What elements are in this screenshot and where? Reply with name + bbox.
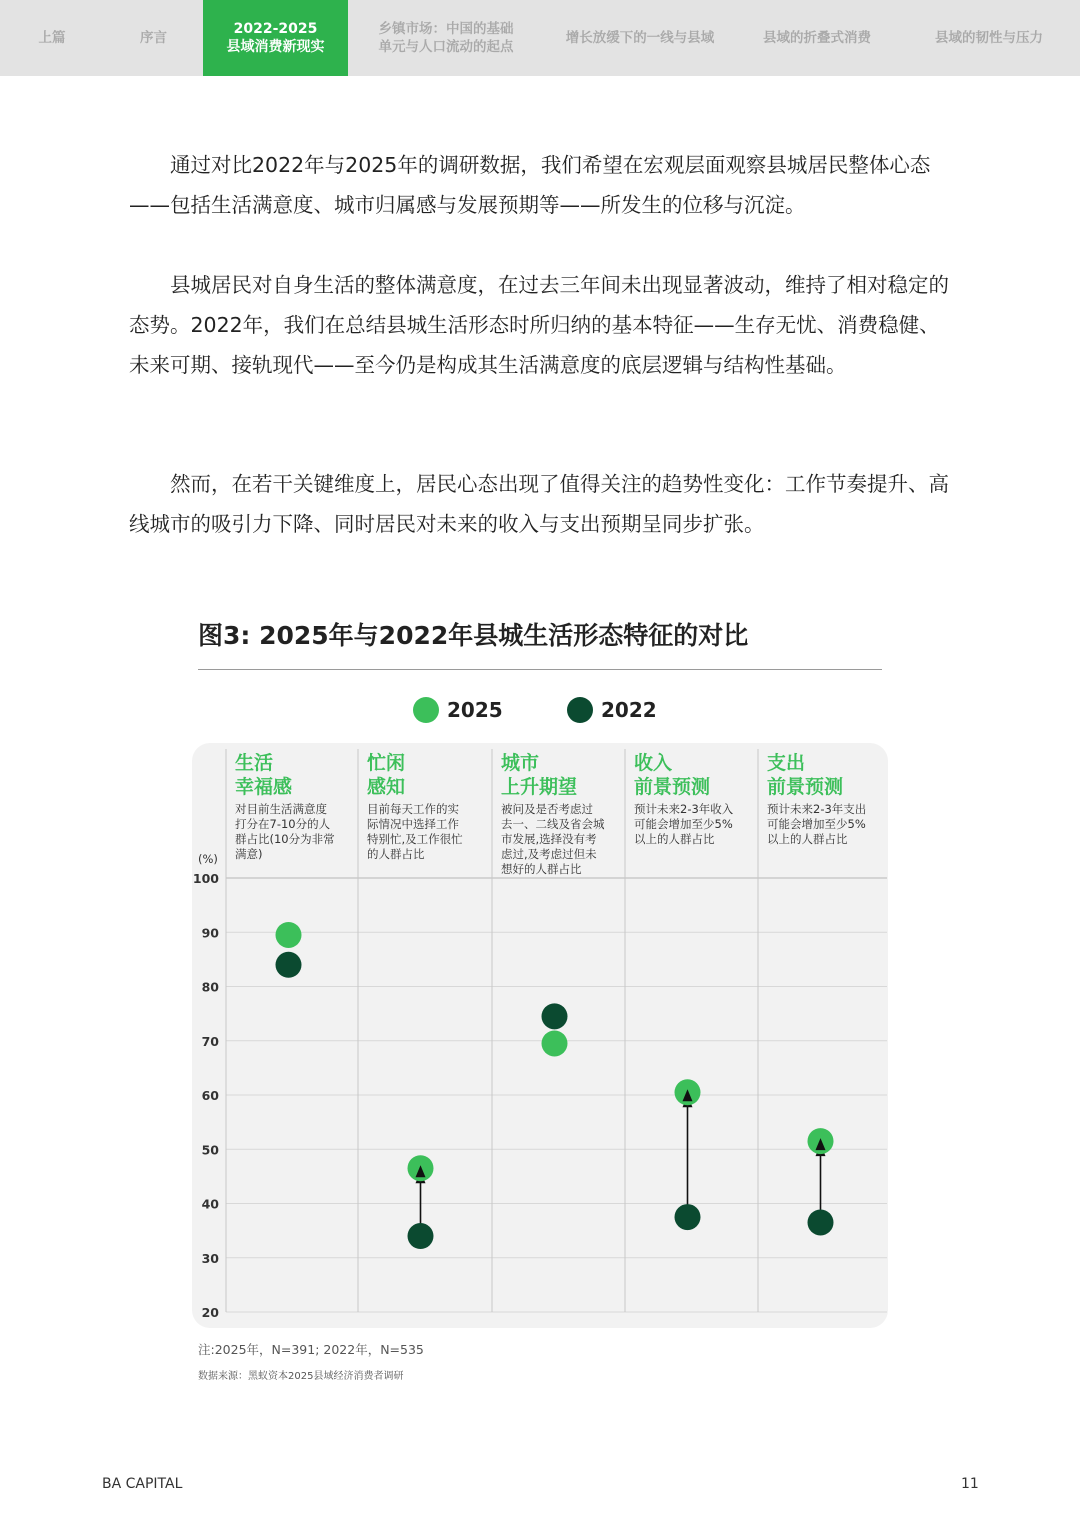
category-title-3-line-1: 前景预测 [634, 776, 711, 798]
page-number: 11 [961, 1476, 979, 1492]
legend-label-2022: 2022 [601, 698, 657, 722]
category-title-4-line-0: 支出 [767, 752, 806, 774]
figure-title: 图3: 2025年与2022年县城生活形态特征的对比 [198, 621, 749, 650]
category-desc-2-line-0: 被问及是否考虑过 [501, 802, 593, 816]
legend-marker-2025 [413, 697, 439, 723]
figure-source: 数据来源：黑蚁资本2025县域经济消费者调研 [198, 1371, 404, 1382]
y-tick-label-50: 50 [201, 1142, 219, 1158]
category-desc-3-line-2: 以上的人群占比 [634, 832, 715, 846]
paragraph-satisfaction: 县城居民对自身生活的整体满意度，在过去三年间未出现显著波动，维持了相对稳定的态势。2022年，我们在总结县城生活形态时所归纳的基本特征——生存无忧、消费稳健、未来可期、接轨现代——至今仍是构成其生活满意度的底层逻辑与结构性基础。 [129, 273, 949, 377]
paragraph-intro: 通过对比2022年与2025年的调研数据，我们希望在宏观层面观察县城居民整体心态——包括生活满意度、城市归属感与发展预期等——所发生的位移与沉淀。 [129, 153, 931, 217]
legend-item-2022 [567, 697, 657, 723]
category-desc-1-line-1: 际情况中选择工作 [367, 817, 459, 831]
tab-preface[interactable]: 序言 [140, 30, 167, 46]
y-tick-label-80: 80 [201, 979, 219, 995]
category-desc-2-line-3: 虑过,及考虑过但未 [501, 847, 597, 861]
footer-brand: BA CAPITAL [102, 1476, 183, 1492]
category-desc-2-line-4: 想好的人群占比 [501, 862, 582, 876]
dot-2022-0 [276, 952, 302, 978]
dot-2025-2 [542, 1030, 568, 1056]
paragraph-trends: 然而，在若干关键维度上，居民心态出现了值得关注的趋势性变化：工作节奏提升、高线城市的吸引力下降、同时居民对未来的收入与支出预期呈同步扩张。 [129, 472, 949, 536]
category-desc-4-line-0: 预计未来2-3年支出 [767, 802, 867, 816]
tab-label-line1: 乡镇市场：中国的基础 [378, 21, 514, 37]
tab-resilience-and-pressure[interactable]: 县域的韧性与压力 [935, 30, 1043, 46]
category-desc-3-line-1: 可能会增加至少5% [634, 817, 733, 831]
category-title-0-line-0: 生活 [235, 752, 274, 774]
category-title-2-line-0: 城市 [501, 752, 540, 774]
category-title-4-line-1: 前景预测 [767, 776, 844, 798]
category-title-3-line-0: 收入 [634, 752, 673, 774]
legend-label-2025: 2025 [447, 698, 503, 722]
category-desc-1-line-0: 目前每天工作的实 [367, 802, 459, 816]
category-desc-3-line-0: 预计未来2-3年收入 [634, 802, 734, 816]
category-desc-4-line-2: 以上的人群占比 [767, 832, 848, 846]
category-title-1-line-1: 感知 [367, 776, 406, 798]
category-desc-2-line-1: 去一、二线及省会城 [501, 817, 605, 831]
category-title-0-line-1: 幸福感 [235, 776, 293, 798]
tab-label-line2: 县域消费新现实 [226, 39, 325, 55]
figure-note: 注:2025年，N=391; 2022年，N=535 [198, 1342, 424, 1357]
dot-2025-0 [276, 922, 302, 948]
category-desc-1-line-2: 特别忙,及工作很忙 [367, 832, 463, 846]
category-desc-2-line-2: 市发展,选择没有考 [501, 832, 597, 846]
category-desc-1-line-3: 的人群占比 [367, 847, 425, 861]
tab-county-consumption-reality[interactable] [203, 0, 348, 76]
y-tick-label-70: 70 [201, 1033, 219, 1049]
tab-tier-one-and-county[interactable]: 增长放缓下的一线与县域 [565, 30, 715, 46]
tab-label-line2: 单元与人口流动的起点 [378, 39, 514, 55]
legend-item-2025 [413, 697, 503, 723]
category-title-2-line-1: 上升期望 [501, 776, 578, 798]
top-nav [0, 0, 1080, 76]
y-axis-label: (%) [198, 852, 218, 866]
y-tick-label-100: 100 [192, 871, 219, 886]
tab-folded-consumption[interactable]: 县域的折叠式消费 [763, 30, 871, 46]
dot-2022-2 [542, 1003, 568, 1029]
title-divider [198, 669, 882, 670]
dot-2022-3 [675, 1204, 701, 1230]
tab-township-market[interactable] [348, 0, 544, 76]
category-desc-0-line-2: 群占比(10分为非常 [235, 832, 335, 846]
dot-2022-1 [408, 1223, 434, 1249]
category-desc-0-line-3: 满意) [235, 847, 263, 861]
category-desc-0-line-0: 对目前生活满意度 [235, 802, 327, 816]
tab-part-one[interactable]: 上篇 [38, 30, 66, 46]
y-tick-label-40: 40 [201, 1196, 219, 1212]
category-desc-4-line-1: 可能会增加至少5% [767, 817, 866, 831]
dot-plot-chart [190, 743, 890, 1333]
legend-marker-2022 [567, 697, 593, 723]
y-tick-label-60: 60 [201, 1088, 219, 1103]
category-desc-0-line-1: 打分在7-10分的人 [235, 817, 331, 831]
y-tick-label-30: 30 [201, 1250, 219, 1266]
y-tick-label-20: 20 [201, 1305, 219, 1320]
tab-label-line1: 2022-2025 [233, 21, 318, 37]
category-title-1-line-0: 忙闲 [367, 752, 406, 774]
y-tick-label-90: 90 [201, 925, 219, 941]
dot-2022-4 [808, 1209, 834, 1235]
